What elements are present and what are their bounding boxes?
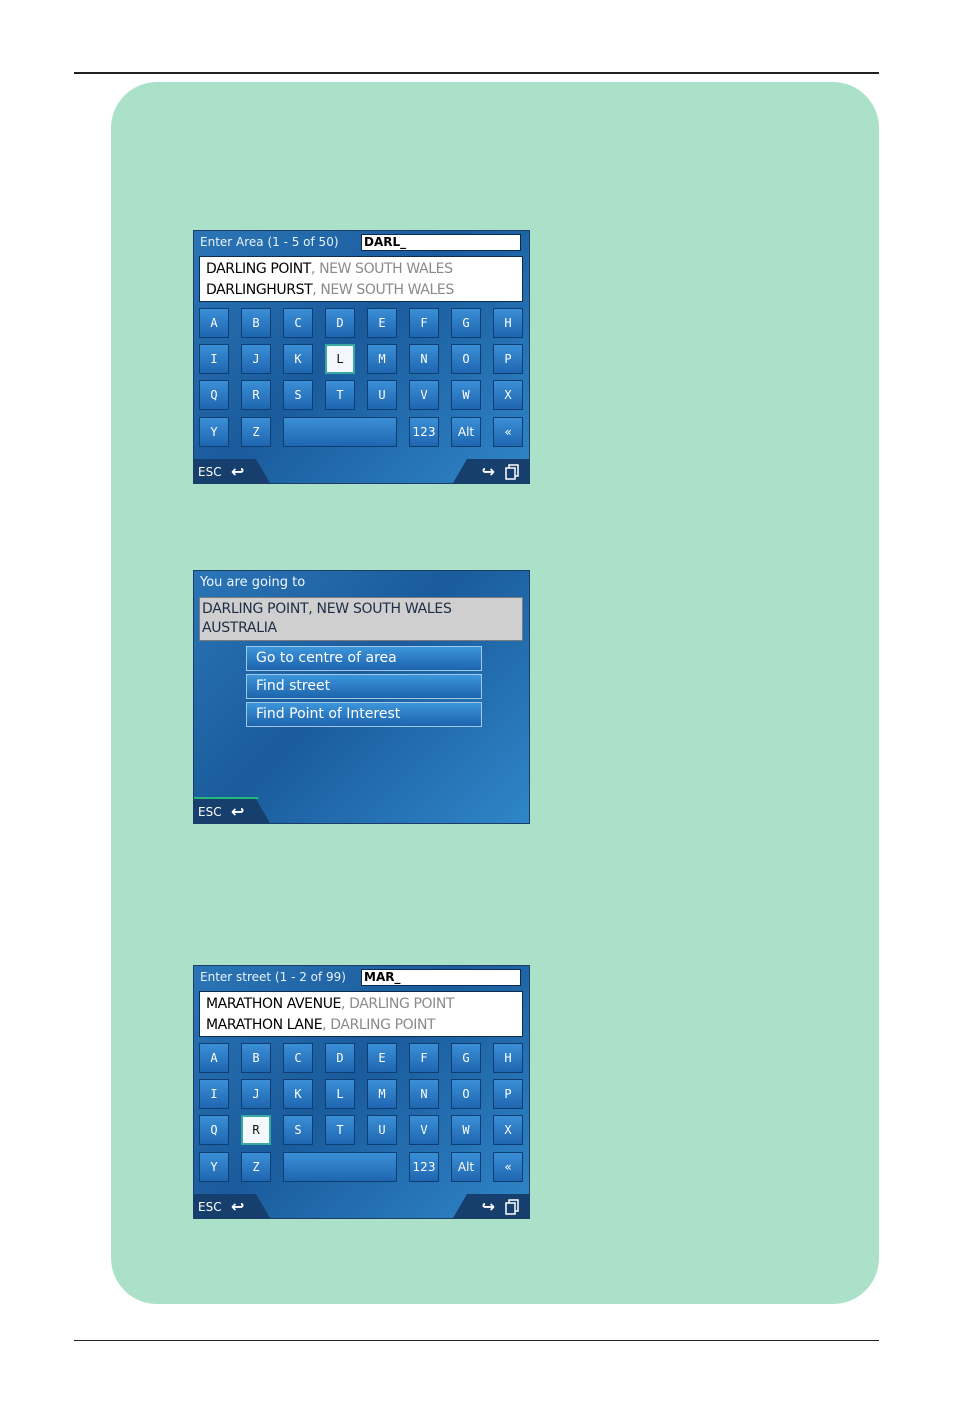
key-l[interactable]: L bbox=[325, 344, 355, 374]
key-n[interactable]: N bbox=[409, 344, 439, 374]
alt-key[interactable]: Alt bbox=[451, 1152, 481, 1182]
key-d[interactable]: D bbox=[325, 308, 355, 338]
key-x[interactable]: X bbox=[493, 1115, 523, 1145]
key-v[interactable]: V bbox=[409, 380, 439, 410]
key-n[interactable]: N bbox=[409, 1079, 439, 1109]
key-u[interactable]: U bbox=[367, 380, 397, 410]
key-a[interactable]: A bbox=[199, 1043, 229, 1073]
key-w[interactable]: W bbox=[451, 380, 481, 410]
copy-pages-icon[interactable] bbox=[505, 464, 519, 480]
key-x[interactable]: X bbox=[493, 380, 523, 410]
key-u[interactable]: U bbox=[367, 1115, 397, 1145]
key-m[interactable]: M bbox=[367, 344, 397, 374]
key-a[interactable]: A bbox=[199, 308, 229, 338]
key-y[interactable]: Y bbox=[199, 417, 229, 447]
backspace-key[interactable]: « bbox=[493, 1152, 523, 1182]
area-entry-title: Enter Area (1 - 5 of 50) bbox=[200, 235, 339, 249]
forward-arrow-icon: ↪ bbox=[481, 462, 495, 481]
destination-line-2: AUSTRALIA bbox=[202, 620, 277, 636]
street-search-input[interactable]: MAR_ bbox=[361, 969, 521, 986]
key-g[interactable]: G bbox=[451, 1043, 481, 1073]
key-f[interactable]: F bbox=[409, 308, 439, 338]
find-poi-button[interactable]: Find Point of Interest bbox=[246, 702, 482, 727]
key-l[interactable]: L bbox=[325, 1079, 355, 1109]
key-i[interactable]: I bbox=[199, 344, 229, 374]
street-entry-title: Enter street (1 - 2 of 99) bbox=[200, 970, 346, 984]
key-v[interactable]: V bbox=[409, 1115, 439, 1145]
esc-label: ESC bbox=[198, 465, 222, 479]
find-street-button[interactable]: Find street bbox=[246, 674, 482, 699]
esc-label: ESC bbox=[198, 805, 222, 819]
key-q[interactable]: Q bbox=[199, 1115, 229, 1145]
screen-footer bbox=[194, 799, 529, 823]
key-c[interactable]: C bbox=[283, 1043, 313, 1073]
top-rule bbox=[74, 72, 879, 74]
key-k[interactable]: K bbox=[283, 1079, 313, 1109]
list-item[interactable]: DARLINGHURST, NEW SOUTH WALES bbox=[206, 282, 454, 298]
bottom-rule bbox=[74, 1340, 879, 1341]
key-k[interactable]: K bbox=[283, 344, 313, 374]
key-p[interactable]: P bbox=[493, 344, 523, 374]
key-j[interactable]: J bbox=[241, 1079, 271, 1109]
key-b[interactable]: B bbox=[241, 308, 271, 338]
key-s[interactable]: S bbox=[283, 380, 313, 410]
alt-key[interactable]: Alt bbox=[451, 417, 481, 447]
key-s[interactable]: S bbox=[283, 1115, 313, 1145]
numbers-key[interactable]: 123 bbox=[409, 1152, 439, 1182]
going-to-title: You are going to bbox=[200, 575, 306, 590]
going-to-screen bbox=[194, 571, 529, 823]
key-h[interactable]: H bbox=[493, 1043, 523, 1073]
key-o[interactable]: O bbox=[451, 344, 481, 374]
numbers-key[interactable]: 123 bbox=[409, 417, 439, 447]
backspace-key[interactable]: « bbox=[493, 417, 523, 447]
key-c[interactable]: C bbox=[283, 308, 313, 338]
key-q[interactable]: Q bbox=[199, 380, 229, 410]
key-j[interactable]: J bbox=[241, 344, 271, 374]
forward-arrow-icon: ↪ bbox=[481, 1197, 495, 1216]
key-d[interactable]: D bbox=[325, 1043, 355, 1073]
key-e[interactable]: E bbox=[367, 308, 397, 338]
key-r[interactable]: R bbox=[241, 380, 271, 410]
return-arrow-icon: ↩ bbox=[231, 462, 245, 481]
destination-box bbox=[199, 597, 523, 641]
list-item[interactable]: MARATHON AVENUE, DARLING POINT bbox=[206, 996, 455, 1012]
key-f[interactable]: F bbox=[409, 1043, 439, 1073]
space-key[interactable] bbox=[283, 417, 397, 447]
key-t[interactable]: T bbox=[325, 1115, 355, 1145]
return-arrow-icon: ↩ bbox=[231, 1197, 245, 1216]
street-entry-screen bbox=[194, 966, 529, 1218]
street-results-list bbox=[199, 991, 523, 1037]
screen-footer bbox=[194, 1194, 529, 1218]
key-b[interactable]: B bbox=[241, 1043, 271, 1073]
go-to-centre-button[interactable]: Go to centre of area bbox=[246, 646, 482, 671]
list-item[interactable]: DARLING POINT, NEW SOUTH WALES bbox=[206, 261, 453, 277]
key-e[interactable]: E bbox=[367, 1043, 397, 1073]
area-results-list bbox=[199, 256, 523, 302]
key-t[interactable]: T bbox=[325, 380, 355, 410]
area-search-input[interactable]: DARL_ bbox=[361, 234, 521, 251]
destination-line-1: DARLING POINT, NEW SOUTH WALES bbox=[202, 601, 452, 617]
return-arrow-icon: ↩ bbox=[231, 802, 245, 821]
esc-label: ESC bbox=[198, 1200, 222, 1214]
key-z[interactable]: Z bbox=[241, 417, 271, 447]
key-r[interactable]: R bbox=[241, 1115, 271, 1145]
key-o[interactable]: O bbox=[451, 1079, 481, 1109]
space-key[interactable] bbox=[283, 1152, 397, 1182]
key-z[interactable]: Z bbox=[241, 1152, 271, 1182]
area-entry-screen bbox=[194, 231, 529, 483]
key-w[interactable]: W bbox=[451, 1115, 481, 1145]
screen-footer bbox=[194, 459, 529, 483]
key-g[interactable]: G bbox=[451, 308, 481, 338]
key-h[interactable]: H bbox=[493, 308, 523, 338]
copy-pages-icon[interactable] bbox=[505, 1199, 519, 1215]
key-m[interactable]: M bbox=[367, 1079, 397, 1109]
key-y[interactable]: Y bbox=[199, 1152, 229, 1182]
key-p[interactable]: P bbox=[493, 1079, 523, 1109]
key-i[interactable]: I bbox=[199, 1079, 229, 1109]
list-item[interactable]: MARATHON LANE, DARLING POINT bbox=[206, 1017, 436, 1033]
